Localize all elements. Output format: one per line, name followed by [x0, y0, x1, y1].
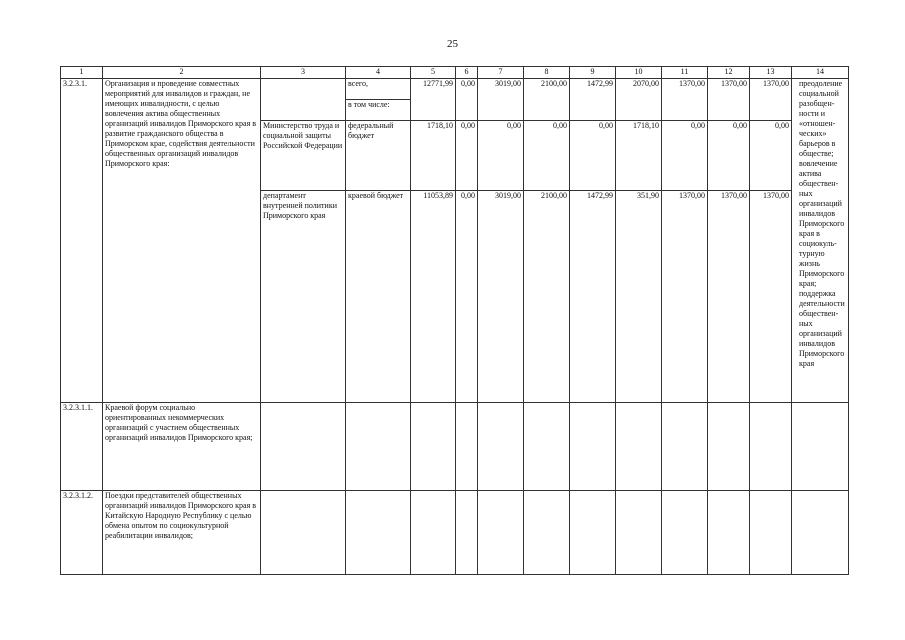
value-cell: 1370,00	[662, 191, 708, 403]
value-cell: 1370,00	[750, 191, 792, 403]
value-cell: 3019,00	[478, 191, 524, 403]
row-code: 3.2.3.1.2.	[61, 491, 103, 575]
value-cell: 11053,89	[411, 191, 456, 403]
empty-cell	[570, 491, 616, 575]
value-cell: 1718,10	[616, 121, 662, 191]
empty-cell	[478, 403, 524, 491]
table-row	[61, 79, 849, 100]
source-label: всего,	[346, 79, 411, 100]
value-cell: 0,00	[456, 121, 478, 191]
empty-cell	[261, 491, 346, 575]
value-cell: 1718,10	[411, 121, 456, 191]
empty-cell	[478, 491, 524, 575]
column-header: 3	[261, 67, 346, 79]
column-header: 1	[61, 67, 103, 79]
column-header: 8	[524, 67, 570, 79]
value-cell: 2100,00	[524, 79, 570, 121]
empty-cell	[456, 491, 478, 575]
column-header: 11	[662, 67, 708, 79]
row-code: 3.2.3.1.	[61, 79, 103, 403]
empty-cell	[792, 403, 849, 491]
value-cell: 0,00	[662, 121, 708, 191]
row-name: Поездки представителей общественных организаций инвалидов Приморского края в Китайскую Народную Республику с целью обмена опытом по социокультурной реабилитации инвалидов;	[103, 491, 261, 575]
column-header: 10	[616, 67, 662, 79]
column-header: 7	[478, 67, 524, 79]
value-cell: 1370,00	[750, 79, 792, 121]
empty-cell	[662, 491, 708, 575]
empty-cell	[346, 403, 411, 491]
value-cell: 12771,99	[411, 79, 456, 121]
empty-cell	[570, 403, 616, 491]
empty-cell	[524, 491, 570, 575]
executor-cell: Министерство труда и социальной защиты Российской Федерации	[261, 121, 346, 191]
value-cell: 1370,00	[662, 79, 708, 121]
empty-cell	[456, 403, 478, 491]
empty-cell	[750, 403, 792, 491]
executor-cell: департамент внутренней политики Приморского края	[261, 191, 346, 403]
column-header: 2	[103, 67, 261, 79]
table-row	[61, 491, 849, 575]
column-header: 9	[570, 67, 616, 79]
empty-cell	[616, 491, 662, 575]
empty-cell	[411, 491, 456, 575]
value-cell: 0,00	[456, 79, 478, 121]
empty-cell	[750, 491, 792, 575]
row-name: Краевой форум социально ориентированных некоммерческих организаций с участием общественных организаций инвалидов Приморского края;	[103, 403, 261, 491]
page-number: 25	[447, 38, 458, 50]
value-cell: 0,00	[456, 191, 478, 403]
source-label: в том числе:	[346, 100, 411, 121]
empty-cell	[261, 403, 346, 491]
value-cell: 0,00	[524, 121, 570, 191]
row-code: 3.2.3.1.1.	[61, 403, 103, 491]
value-cell: 2100,00	[524, 191, 570, 403]
source-label: федеральный бюджет	[346, 121, 411, 191]
value-cell: 0,00	[570, 121, 616, 191]
value-cell: 1370,00	[708, 79, 750, 121]
empty-cell	[411, 403, 456, 491]
value-cell: 3019,00	[478, 79, 524, 121]
value-cell: 1370,00	[708, 191, 750, 403]
empty-cell	[524, 403, 570, 491]
column-header: 5	[411, 67, 456, 79]
empty-cell	[708, 403, 750, 491]
header-row	[61, 67, 849, 79]
row-name: Организация и проведение совместных мероприятий для инвалидов и граждан, не имеющих инвалидности, с целью вовлечения актива общественных организаций инвалидов Приморского края в развитие гражданского общества в Приморском крае, содействия деятельности общественных организаций инвалидов Приморского края:	[103, 79, 261, 403]
column-header: 13	[750, 67, 792, 79]
value-cell: 0,00	[750, 121, 792, 191]
value-cell: 0,00	[478, 121, 524, 191]
expected-result: преодоление социальной разобщен-ности и «отношен-ческих» барьеров в обществе; вовлечение актива обществен-ных организаций инвалидов Приморского края в социокуль-турную жизнь Приморского края; поддержка деятельности обществен-ных организаций инвалидов Приморского края	[792, 79, 849, 403]
table-row	[61, 403, 849, 491]
empty-cell	[792, 491, 849, 575]
empty-cell	[708, 491, 750, 575]
empty-cell	[662, 403, 708, 491]
empty-cell	[616, 403, 662, 491]
source-label: краевой бюджет	[346, 191, 411, 403]
value-cell: 2070,00	[616, 79, 662, 121]
column-header: 14	[792, 67, 849, 79]
value-cell: 0,00	[708, 121, 750, 191]
program-table	[60, 66, 849, 575]
column-header: 6	[456, 67, 478, 79]
value-cell: 1472,99	[570, 191, 616, 403]
column-header: 12	[708, 67, 750, 79]
empty-cell	[346, 491, 411, 575]
value-cell: 351,90	[616, 191, 662, 403]
executor-cell	[261, 79, 346, 121]
value-cell: 1472,99	[570, 79, 616, 121]
column-header: 4	[346, 67, 411, 79]
